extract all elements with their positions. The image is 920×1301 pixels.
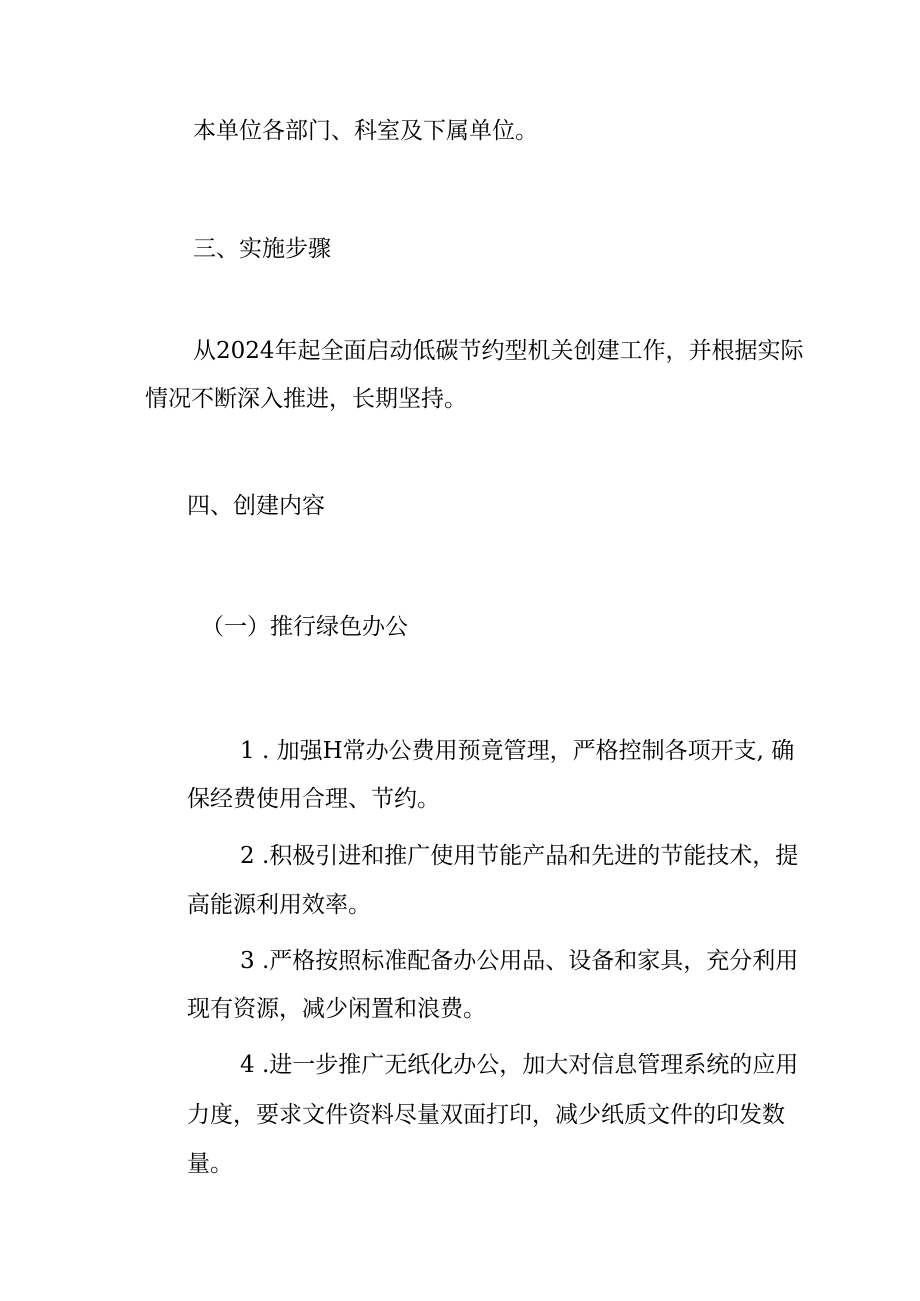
section-3-heading: 三、实施步骤 xyxy=(193,236,331,262)
section-3-body-line-2: 情况不断深入推进，长期坚持。 xyxy=(145,386,467,412)
item-2-line-1: 2 .积极引进和推广使用节能产品和先进的节能技术，提 xyxy=(240,843,799,869)
item-4-line-3: 量。 xyxy=(187,1151,233,1177)
scope-text: 本单位各部门、科室及下属单位。 xyxy=(193,118,538,144)
item-3-line-2: 现有资源，减少闲置和浪费。 xyxy=(187,996,486,1022)
item-3-line-1: 3 .严格按照标准配备办公用品、设备和家具，充分利用 xyxy=(240,948,799,974)
item-4-line-2: 力度，要求文件资料尽量双面打印，减少纸质文件的印发数 xyxy=(187,1102,785,1128)
section-3-body-line-1: 从2024年起全面启动低碳节约型机关创建工作，并根据实际 xyxy=(193,338,804,364)
item-4-line-1: 4 .进一步推广无纸化办公，加大对信息管理系统的应用 xyxy=(240,1052,799,1078)
item-2-line-2: 高能源利用效率。 xyxy=(187,892,371,918)
section-4-subheading: （一）推行绿色办公 xyxy=(201,614,408,640)
item-1-line-2: 保经费使用合理、节约。 xyxy=(187,786,440,812)
section-4-heading: 四、创建内容 xyxy=(187,493,325,519)
item-1-line-1: 1 . 加强H常办公费用预竟管理，严格控制各项开支, 确 xyxy=(240,738,795,764)
